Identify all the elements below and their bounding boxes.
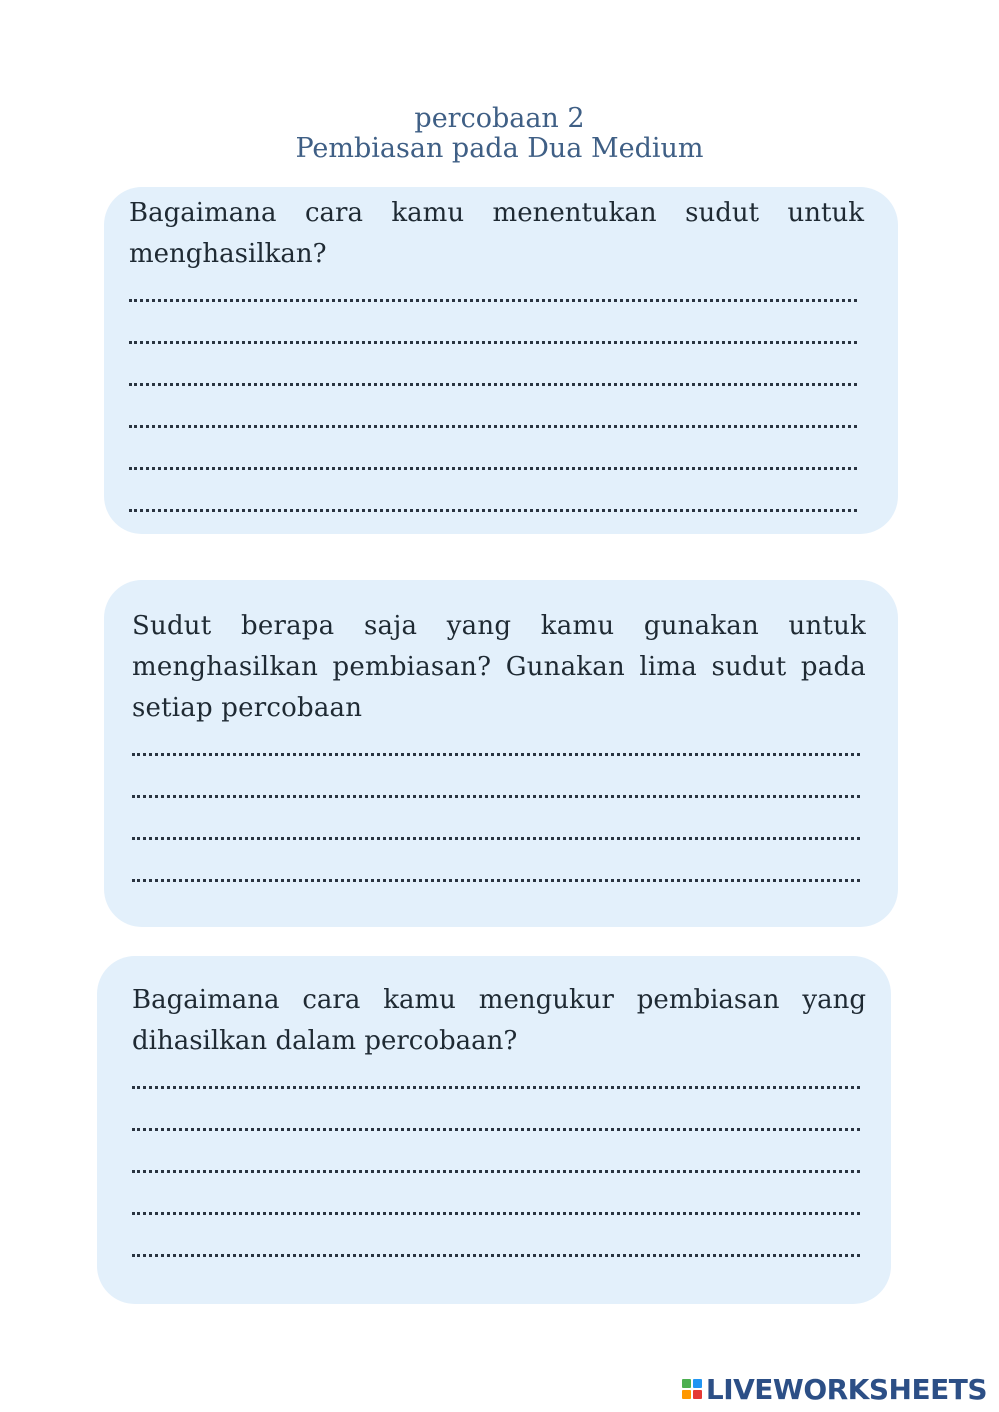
answer-line[interactable] [132, 819, 860, 840]
logo-square [682, 1390, 691, 1399]
liveworksheets-brand[interactable] [682, 1374, 987, 1404]
worksheet-title: Pembiasan pada Dua Medium [295, 133, 704, 164]
answer-line[interactable] [129, 323, 857, 344]
answer-line[interactable] [132, 1152, 860, 1173]
answer-line[interactable] [129, 365, 857, 386]
worksheet-title-block [0, 104, 999, 164]
answer-line[interactable] [129, 407, 857, 428]
answer-line[interactable] [132, 1068, 860, 1089]
answer-lines [132, 1068, 866, 1257]
logo-square [693, 1390, 702, 1399]
question-text: Bagaimana cara kamu menentukan sudut untuk menghasilkan? [129, 198, 864, 269]
answer-line[interactable] [129, 491, 857, 512]
answer-line[interactable] [132, 1236, 860, 1257]
question-card-2 [104, 580, 898, 927]
answer-line[interactable] [132, 1194, 860, 1215]
answer-line[interactable] [129, 281, 857, 302]
question-text: Bagaimana cara kamu mengukur pembiasan yang dihasilkan dalam percobaan? [132, 985, 866, 1056]
question-card-3 [97, 956, 891, 1304]
answer-line[interactable] [132, 735, 860, 756]
answer-lines [129, 281, 864, 512]
question-text: Sudut berapa saja yang kamu gunakan untuk menghasilkan pembiasan? Gunakan lima sudut pada setiap percobaan [132, 611, 866, 723]
logo-square [693, 1379, 702, 1388]
question-card-1 [104, 187, 898, 534]
answer-lines [132, 735, 866, 882]
answer-line[interactable] [132, 777, 860, 798]
logo-square [682, 1379, 691, 1388]
answer-line[interactable] [132, 1110, 860, 1131]
worksheet-subtitle: percobaan 2 [414, 103, 585, 134]
liveworksheets-logo-icon [682, 1379, 702, 1399]
answer-line[interactable] [129, 449, 857, 470]
brand-name: LIVEWORKSHEETS [705, 1372, 987, 1406]
answer-line[interactable] [132, 861, 860, 882]
